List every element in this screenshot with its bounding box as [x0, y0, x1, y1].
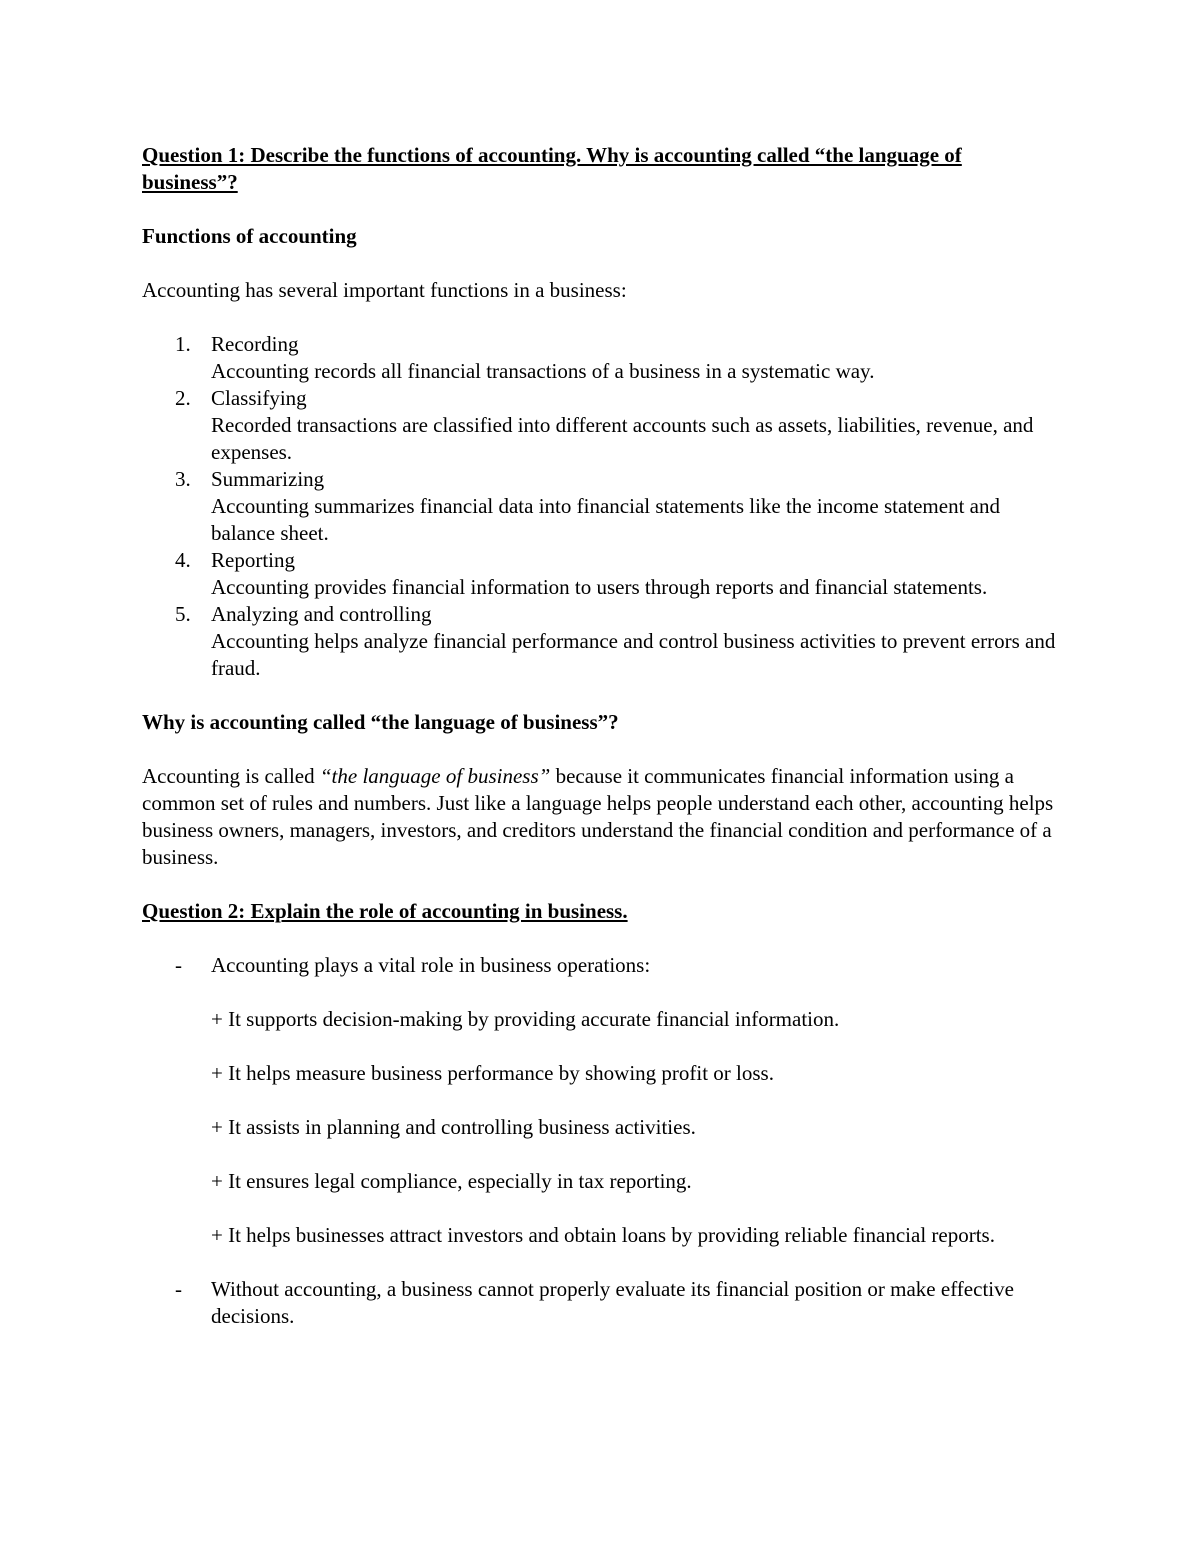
function-description: Recorded transactions are classified into different accounts such as assets, liabilities, revenue, and expenses. [211, 413, 1034, 464]
list-item: + It supports decision-making by providing accurate financial information. [211, 1007, 840, 1031]
function-title: Analyzing and controlling [211, 602, 432, 626]
list-item: + It helps businesses attract investors and obtain loans by providing reliable financial reports. [211, 1223, 995, 1247]
functions-list [142, 331, 1062, 682]
why-text-italic: “the language of business” [319, 764, 551, 788]
function-description: Accounting provides financial information to users through reports and financial statements. [211, 575, 988, 599]
list-item: + It ensures legal compliance, especially in tax reporting. [211, 1169, 692, 1193]
document-page [142, 142, 1062, 1330]
list-item: + It helps measure business performance by showing profit or loss. [211, 1061, 774, 1085]
dash-bullet: - [175, 1277, 182, 1301]
list-item [142, 385, 1062, 466]
list-number: 2. [175, 386, 191, 410]
role-conclusion: Without accounting, a business cannot properly evaluate its financial position or make effective decisions. [211, 1277, 1014, 1328]
function-title: Reporting [211, 548, 295, 572]
list-number: 1. [175, 332, 191, 356]
function-title: Recording [211, 332, 299, 356]
function-title: Classifying [211, 386, 307, 410]
list-number: 5. [175, 602, 191, 626]
dash-bullet: - [175, 953, 182, 977]
why-heading: Why is accounting called “the language of business”? [142, 710, 619, 734]
why-text-before: Accounting is called [142, 764, 320, 788]
function-description: Accounting summarizes financial data into financial statements like the income statement and balance sheet. [211, 494, 1000, 545]
list-item: + It assists in planning and controlling business activities. [211, 1115, 696, 1139]
list-item [142, 1276, 1062, 1330]
list-item [142, 331, 1062, 385]
role-intro: Accounting plays a vital role in business operations: [211, 953, 651, 977]
why-paragraph [142, 763, 1062, 871]
functions-intro: Accounting has several important functions in a business: [142, 278, 627, 302]
list-item [142, 547, 1062, 601]
function-description: Accounting records all financial transactions of a business in a systematic way. [211, 359, 875, 383]
function-description: Accounting helps analyze financial performance and control business activities to prevent errors and fraud. [211, 629, 1056, 680]
list-item [142, 952, 1062, 979]
list-number: 4. [175, 548, 191, 572]
list-number: 3. [175, 467, 191, 491]
list-item [142, 601, 1062, 682]
question-1-heading: Question 1: Describe the functions of accounting. Why is accounting called “the language of business”? [142, 143, 962, 194]
list-item [142, 466, 1062, 547]
function-title: Summarizing [211, 467, 325, 491]
why-text-after: because it communicates financial information using a common set of rules and numbers. Just like a language helps people understand each other, accounting helps business owners, managers, investors, and creditors understand the financial condition and performance of a business. [142, 764, 1054, 869]
functions-heading: Functions of accounting [142, 224, 357, 248]
question-2-heading: Question 2: Explain the role of accounting in business. [142, 899, 628, 923]
